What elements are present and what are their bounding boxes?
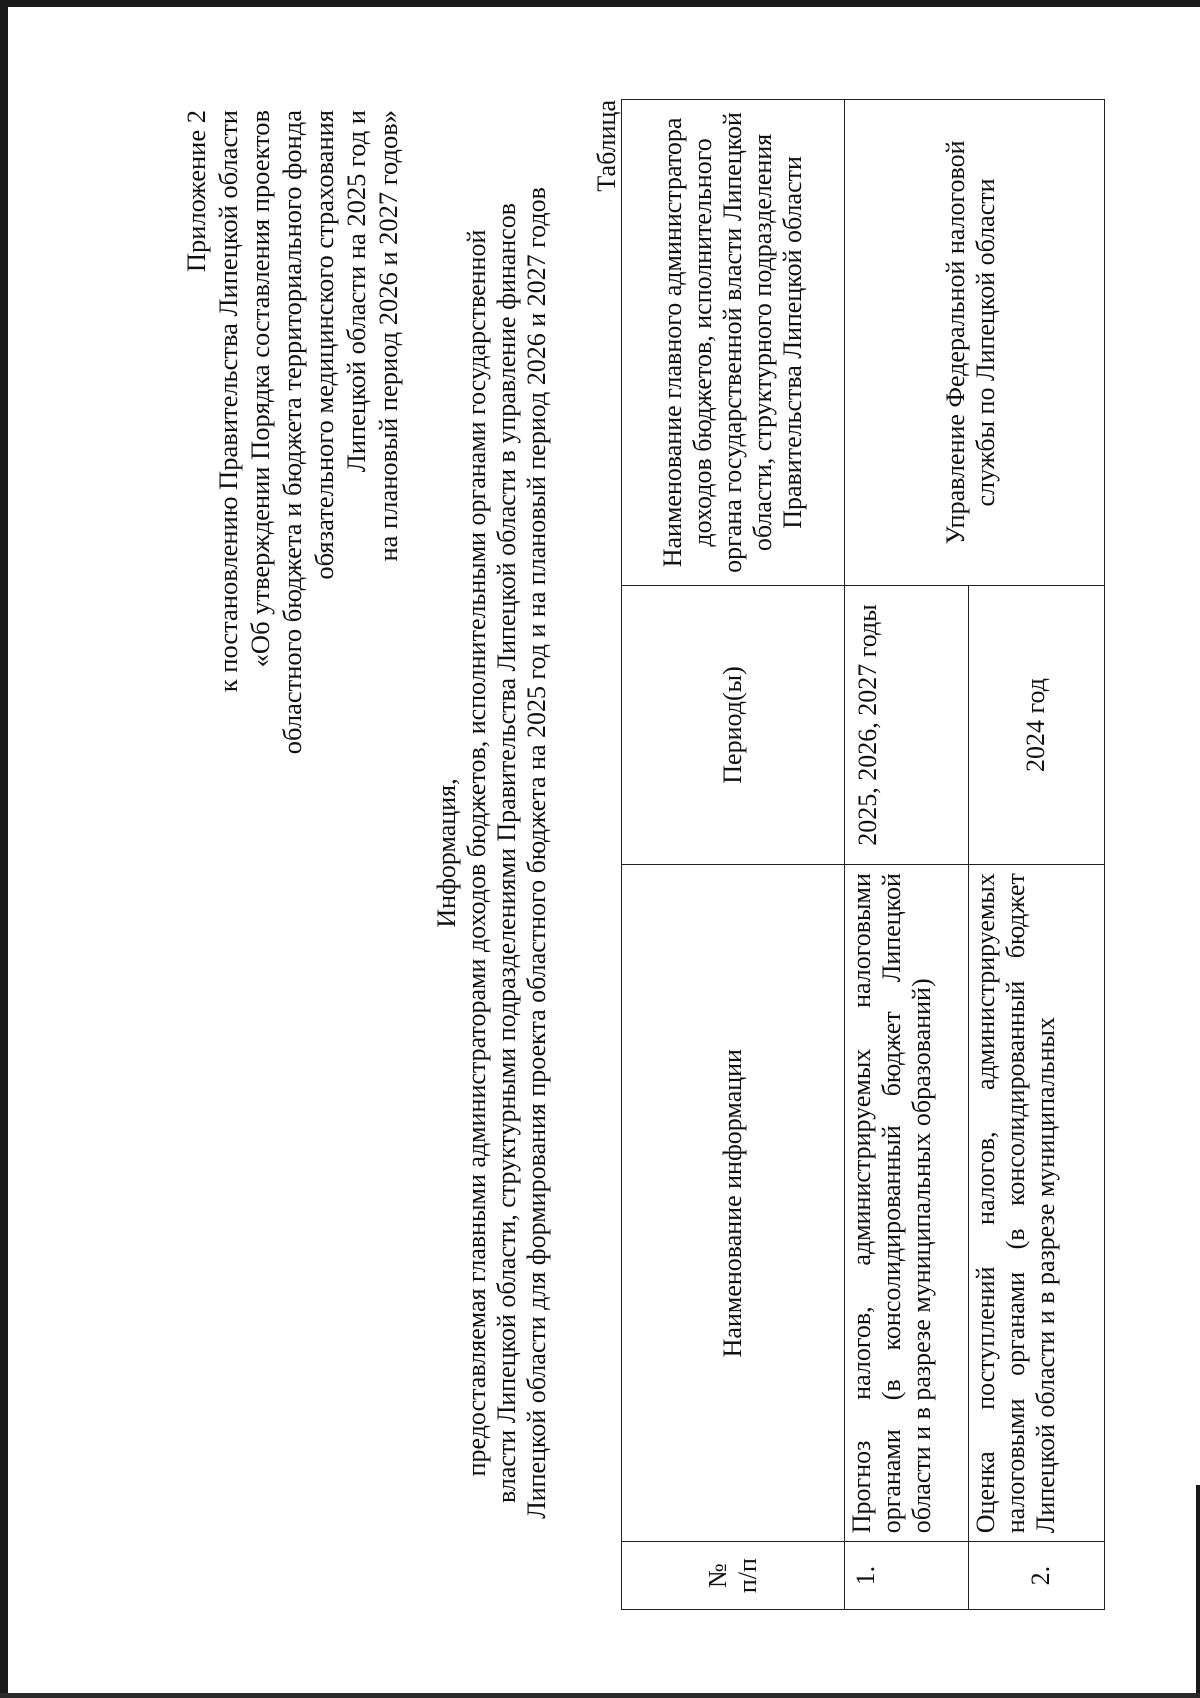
appendix-line: Липецкой области на 2025 год и xyxy=(341,110,371,473)
information-line: Липецкой области для формирования проекта областного бюджета на 2025 год и на плановый период 2026 и 2027 годов xyxy=(522,187,551,1519)
header-number-abbr: п/п xyxy=(733,1558,762,1594)
table-row xyxy=(845,100,969,1610)
row-name: Прогноз налогов, администрируемых налоговыми органами (в консолидированный бюджет Липецкой области и в разрезе муниципальных образований) xyxy=(845,865,969,1542)
appendix-line: к постановлению Правительства Липецкой области xyxy=(213,110,243,693)
header-number xyxy=(622,1542,845,1610)
header-number-sign: № xyxy=(703,1563,732,1589)
row-number: 1. xyxy=(845,1542,969,1610)
row-period: 2025, 2026, 2027 годы xyxy=(845,585,969,864)
table-header-row xyxy=(622,100,845,1610)
information-line: власти Липецкой области, структурными подразделениями Правительства Липецкой области в управление финансов xyxy=(492,202,521,1504)
appendix-line: на плановый период 2026 и 2027 годов» xyxy=(373,110,403,562)
row-name: Оценка поступлений налогов, администрируемых налоговыми органами (в консолидированный бюджет Липецкой области и в разрезе муниципальных xyxy=(969,865,1105,1542)
appendix-line: «Об утверждении Порядка составления проектов xyxy=(245,110,275,668)
appendix-header xyxy=(180,110,404,1160)
information-line: предоставляемая главными администраторами доходов бюджетов, исполнительными органами государственной xyxy=(462,229,491,1477)
header-name: Наименование информации xyxy=(622,865,845,1542)
scan-edge-right xyxy=(1196,1485,1200,1698)
document-page xyxy=(0,8,1192,1698)
header-administrator: Наименование главного администратора доходов бюджетов, исполнительного органа государственной власти Липецкой области, структурного подразделения Правительства Липецкой области xyxy=(622,100,845,586)
appendix-line: областного бюджета и бюджета территориального фонда xyxy=(277,110,307,755)
appendix-line: обязательного медицинского страхования xyxy=(309,110,339,580)
row-number: 2. xyxy=(969,1542,1105,1610)
information-title xyxy=(432,88,552,1618)
row-period: 2024 год xyxy=(969,585,1105,864)
information-table xyxy=(621,99,1105,1610)
row-administrator: Управление Федеральной налоговой службы по Липецкой области xyxy=(845,100,1105,586)
table-caption: Таблица xyxy=(592,100,621,192)
scan-edge-top xyxy=(0,0,1200,7)
page-content xyxy=(0,88,1192,1618)
appendix-line: Приложение 2 xyxy=(181,110,211,273)
information-heading: Информация, xyxy=(432,778,461,928)
header-period: Период(ы) xyxy=(622,585,845,864)
